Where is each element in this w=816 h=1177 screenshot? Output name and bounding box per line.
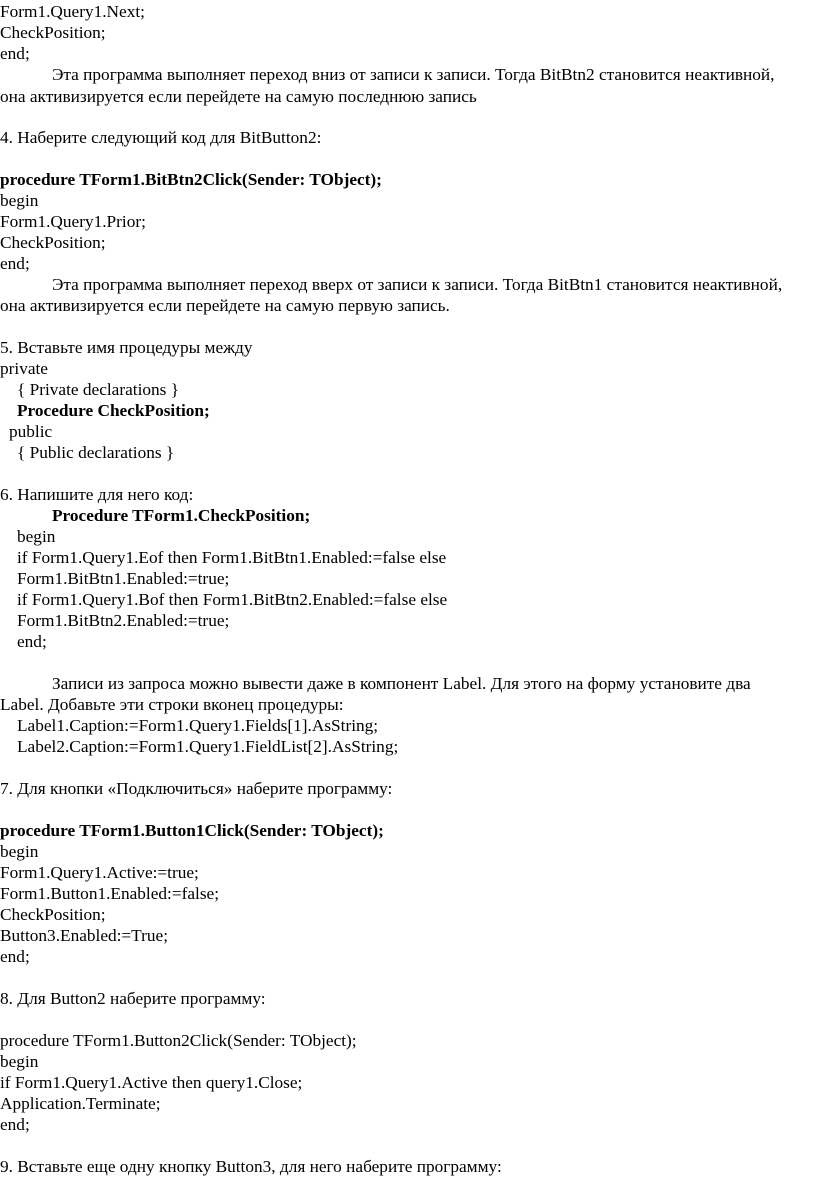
code-line: procedure TForm1.Button2Click(Sender: TObject);: [0, 1031, 357, 1050]
step-heading: 6. Напишите для него код:: [0, 485, 194, 504]
code-line: if Form1.Query1.Bof then Form1.BitBtn2.Enabled:=false else: [17, 590, 448, 609]
code-line: CheckPosition;: [0, 23, 106, 42]
code-line-bold: Procedure CheckPosition;: [17, 401, 210, 420]
code-line-bold: procedure TForm1.Button1Click(Sender: TObject);: [0, 821, 384, 840]
code-line: Label2.Caption:=Form1.Query1.FieldList[2].AsString;: [17, 737, 399, 756]
code-line: end;: [0, 44, 30, 63]
code-line: Form1.Query1.Prior;: [0, 212, 146, 231]
code-line: begin: [0, 191, 39, 210]
code-line: CheckPosition;: [0, 905, 106, 924]
step-heading: 9. Вставьте еще одну кнопку Button3, для него наберите программу:: [0, 1157, 502, 1176]
code-line: CheckPosition;: [0, 233, 106, 252]
code-line: Form1.Button1.Enabled:=false;: [0, 884, 220, 903]
code-line: { Private declarations }: [17, 380, 179, 399]
code-line: Label1.Caption:=Form1.Query1.Fields[1].AsString;: [17, 716, 379, 735]
code-line: begin: [0, 1052, 39, 1071]
code-line: begin: [0, 842, 39, 861]
code-line: begin: [17, 527, 56, 546]
step-heading: 7. Для кнопки «Подключиться» наберите программу:: [0, 779, 393, 798]
code-line-bold: procedure TForm1.BitBtn2Click(Sender: TObject);: [0, 170, 382, 189]
code-line: Form1.BitBtn2.Enabled:=true;: [17, 611, 230, 630]
step-heading: 4. Наберите следующий код для BitButton2:: [0, 128, 322, 147]
code-line: Form1.BitBtn1.Enabled:=true;: [17, 569, 230, 588]
paragraph-line: Label. Добавьте эти строки вконец процедуры:: [0, 695, 344, 714]
code-line: { Public declarations }: [17, 443, 175, 462]
paragraph-line: Эта программа выполняет переход вверх от записи к записи. Тогда BitBtn1 становится неактивной,: [52, 275, 783, 294]
code-line: end;: [0, 254, 30, 273]
step-heading: 8. Для Button2 наберите программу:: [0, 989, 266, 1008]
code-line: Form1.Query1.Active:=true;: [0, 863, 199, 882]
code-line-bold: Procedure TForm1.CheckPosition;: [52, 506, 311, 525]
paragraph-line: Эта программа выполняет переход вниз от записи к записи. Тогда BitBtn2 становится неактивной,: [52, 65, 775, 84]
step-heading: 5. Вставьте имя процедуры между: [0, 338, 253, 357]
code-line: Button3.Enabled:=True;: [0, 926, 168, 945]
paragraph-line: она активизируется если перейдете на самую последнюю запись: [0, 87, 477, 106]
code-line: if Form1.Query1.Eof then Form1.BitBtn1.Enabled:=false else: [17, 548, 447, 567]
paragraph-line: она активизируется если перейдете на самую первую запись.: [0, 296, 450, 315]
paragraph-line: Записи из запроса можно вывести даже в компонент Label. Для этого на форму установите два: [52, 674, 751, 693]
code-line: Form1.Query1.Next;: [0, 2, 145, 21]
code-line: end;: [0, 947, 30, 966]
code-line: public: [9, 422, 53, 441]
code-line: end;: [0, 1115, 30, 1134]
code-line: Application.Terminate;: [0, 1094, 161, 1113]
code-line: end;: [17, 632, 47, 651]
code-line: if Form1.Query1.Active then query1.Close;: [0, 1073, 303, 1092]
code-line: private: [0, 359, 48, 378]
